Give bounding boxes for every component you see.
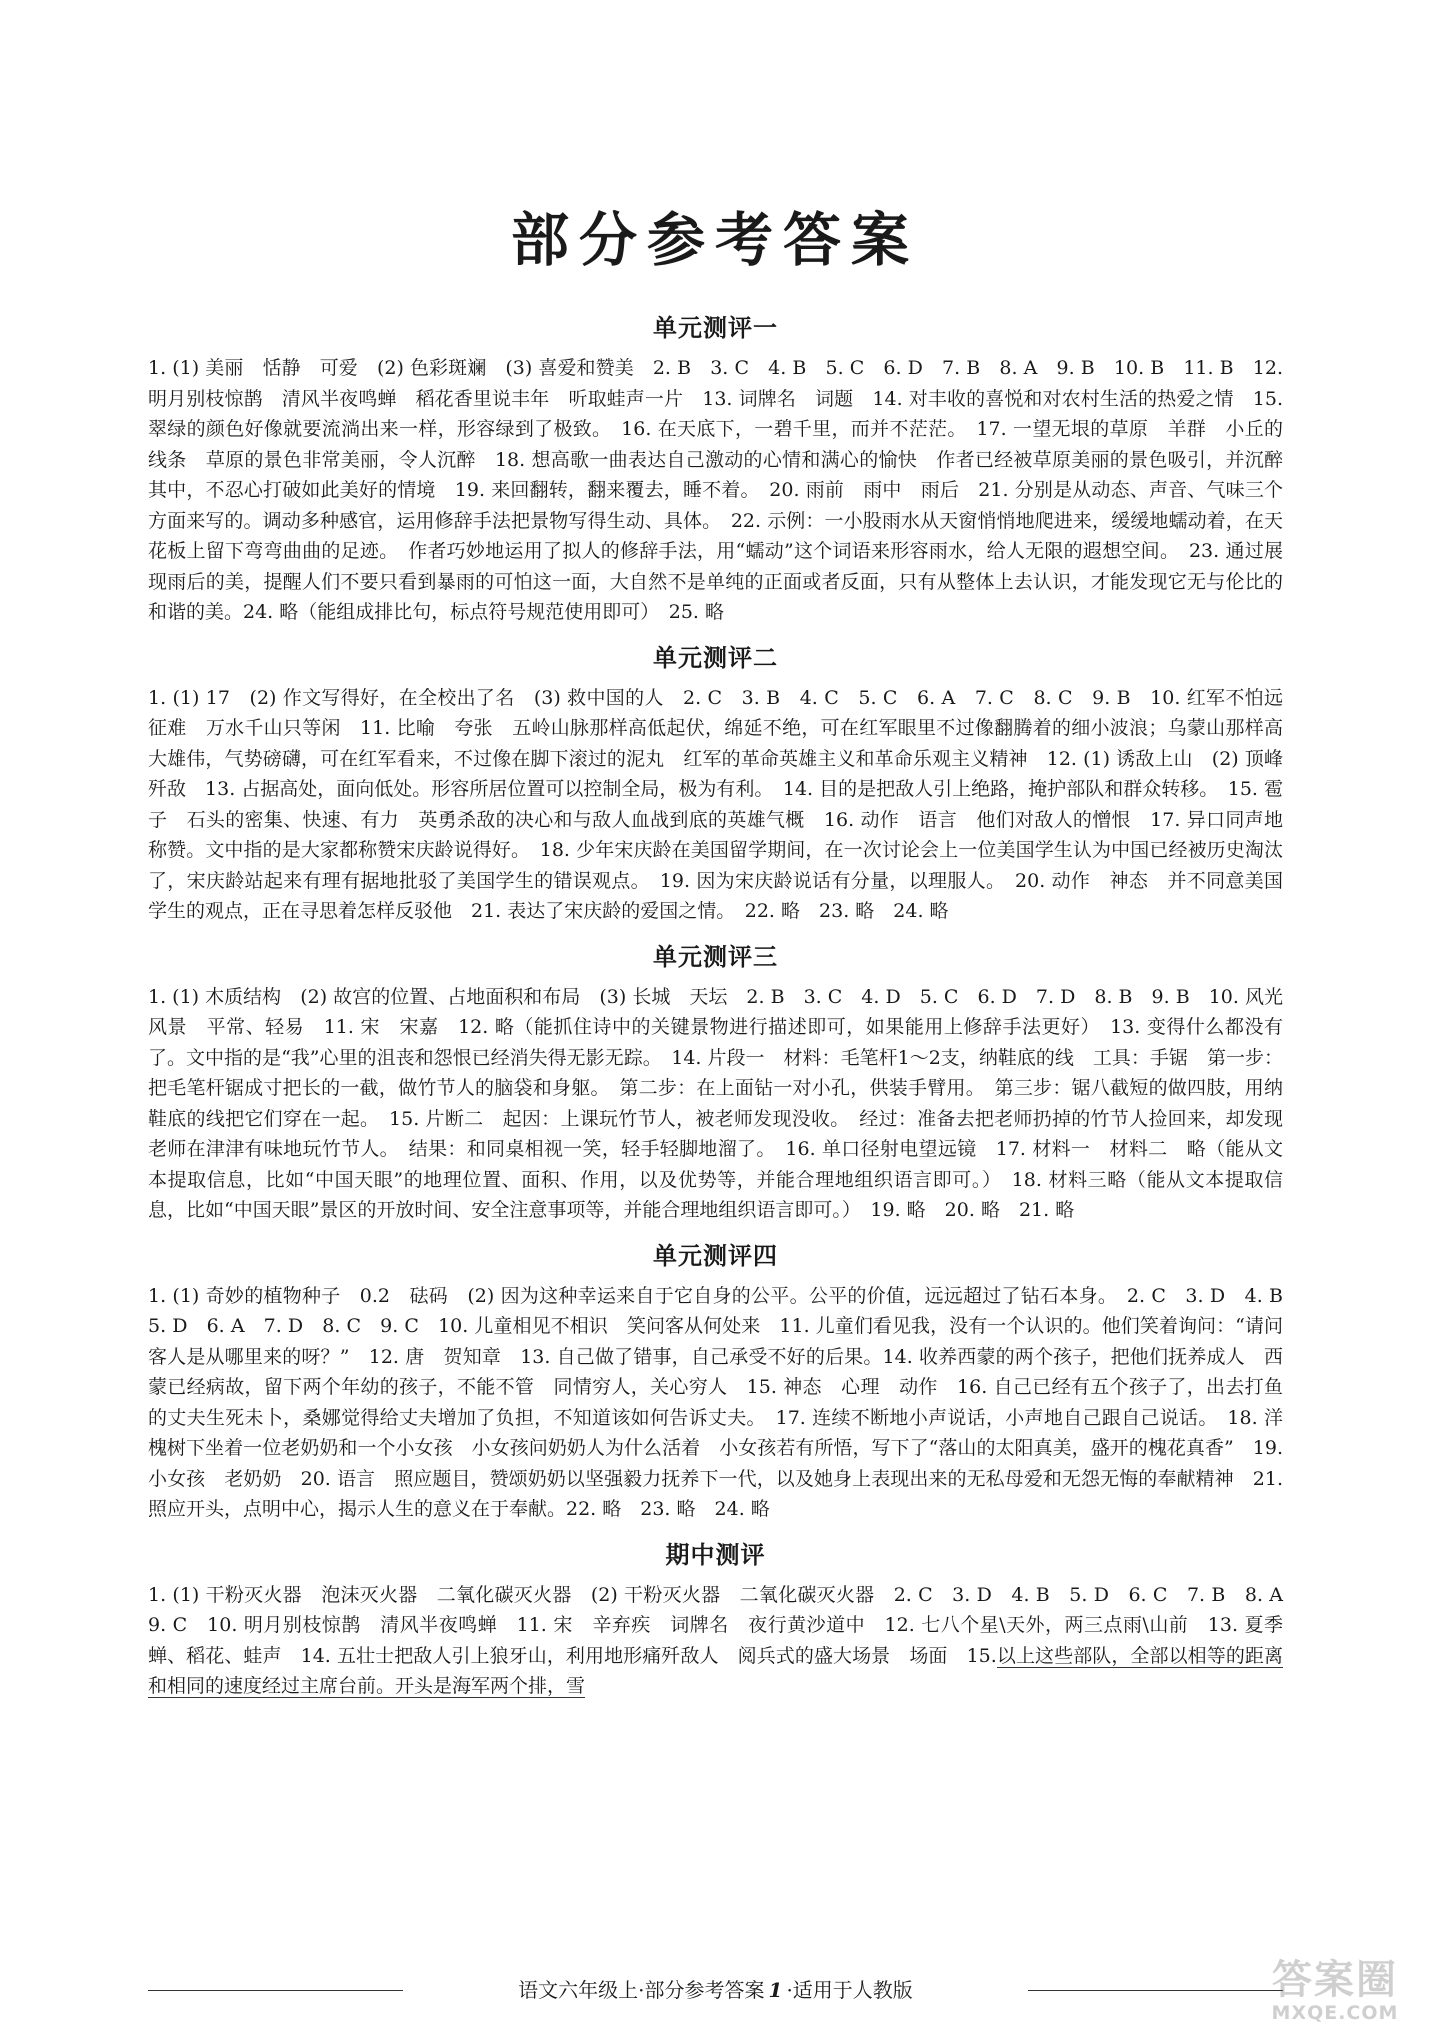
underlined-answer: 以上这些部队，全部以相等的距离和相同的速度经过主席台前。开头是海军两个排，雪: [148, 1644, 1283, 1697]
section-answers-midterm: [148, 1580, 1303, 1702]
section-heading-3: 单元测评三: [653, 942, 778, 971]
footer-rule-right: [1028, 1990, 1283, 1991]
footer-right-text: ·适用于人教版: [786, 1978, 913, 2002]
watermark-url: MXQE.COM: [1271, 2002, 1399, 2024]
watermark-logo: [1260, 1958, 1410, 2028]
page-footer: [148, 1975, 1283, 2005]
section-heading-midterm: 期中测评: [665, 1540, 766, 1569]
section-answers-4: 1. (1) 奇妙的植物种子 0.2 砝码 (2) 因为这种幸运来自于它自身的公平。公平的价值，远远超过了钻石本身。 2. C 3. D 4. B 5. D 6. A 7. D 8. C 9. C 10. 儿童相见不相识 笑问客从何处来 11. 儿童们看见我，没有一个认识的。他们笑着询问：“请问客人是从哪里来的呀？” 12. 唐 贺知章 13. 自己做了错事，自己承受不好的后果。14. 收养西蒙的两个孩子，把他们抚养成人 西蒙已经病故，留下两个年幼的孩子，不能不管 同情穷人，关心穷人 15. 神态 心理 动作 16. 自己已经有五个孩子了，出去打鱼的丈夫生死未卜，桑娜觉得给丈夫增加了负担，不知道该如何告诉丈夫。 17. 连续不断地小声说话，小声地自己跟自己说话。 18. 洋槐树下坐着一位老奶奶和一个小女孩 小女孩问奶奶人为什么活着 小女孩若有所悟，写下了“落山的太阳真美，盛开的槐花真香” 19. 小女孩 老奶奶 20. 语言 照应题目，赞颂奶奶以坚强毅力抚养下一代，以及她身上表现出来的无私母爱和无怨无悔的奉献精神 21. 照应开头，点明中心，揭示人生的意义在于奉献。22. 略 23. 略 24. 略: [148, 1284, 1303, 1520]
section-answers-2: 1. (1) 17 (2) 作文写得好，在全校出了名 (3) 救中国的人 2. C 3. B 4. C 5. C 6. A 7. C 8. C 9. B 10. 红军不怕远征难 万水千山只等闲 11. 比喻 夸张 五岭山脉那样高低起伏，绵延不绝，可在红军眼里不过像翻腾着的细小波浪；乌蒙山那样高大雄伟，气势磅礴，可在红军看来，不过像在脚下滚过的泥丸 红军的革命英雄主义和革命乐观主义精神 12. (1) 诱敌上山 (2) 顶峰歼敌 13. 占据高处，面向低处。形容所居位置可以控制全局，极为有利。 14. 目的是把敌人引上绝路，掩护部队和群众转移。 15. 雹子 石头的密集、快速、有力 英勇杀敌的决心和与敌人血战到底的英雄气概 16. 动作 语言 他们对敌人的憎恨 17. 异口同声地称赞。文中指的是大家都称赞宋庆龄说得好。 18. 少年宋庆龄在美国留学期间，在一次讨论会上一位美国学生认为中国已经被历史淘汰了，宋庆龄站起来有理有据地批驳了美国学生的错误观点。 19. 因为宋庆龄说话有分量，以理服人。 20. 动作 神态 并不同意美国学生的观点，正在寻思着怎样反驳他 21. 表达了宋庆龄的爱国之情。 22. 略 23. 略 24. 略: [148, 686, 1283, 922]
page-number: 1: [768, 1978, 783, 2002]
watermark-logo-text: 答案圈: [1272, 1957, 1398, 2003]
page-title: 部分参考答案: [510, 206, 919, 274]
footer-left-text: 语文六年级上·部分参考答案: [518, 1978, 765, 2002]
midterm-answer-text: 1. (1) 干粉灭火器 泡沫灭火器 二氧化碳灭火器 (2) 干粉灭火器 二氧化碳灭火器 2. C 3. D 4. B 5. D 6. C 7. B 8. A 9. C 10. 明月别枝惊鹊 清风半夜鸣蝉 11. 宋 辛弃疾 词牌名 夜行黄沙道中 12. 七八个星\天外，两三点雨\山前 13. 夏季 蝉、稻花、蛙声 14. 五壮士把敌人引上狼牙山，利用地形痛歼敌人 阅兵式的盛大场景 场面 15.: [148, 1583, 1303, 1667]
section-heading-2: 单元测评二: [653, 643, 778, 672]
section-heading-4: 单元测评四: [653, 1241, 778, 1270]
section-answers-3: 1. (1) 木质结构 (2) 故宫的位置、占地面积和布局 (3) 长城 天坛 2. B 3. C 4. D 5. C 6. D 7. D 8. B 9. B 10. 风光风景 平常、轻易 11. 宋 宋嘉 12. 略（能抓住诗中的关键景物进行描述即可，如果能用上修辞手法更好） 13. 变得什么都没有了。文中指的是“我”心里的沮丧和怨恨已经消失得无影无踪。 14. 片段一 材料：毛笔杆1～2支，纳鞋底的线 工具：手锯 第一步：把毛笔杆锯成寸把长的一截，做竹节人的脑袋和身躯。 第二步：在上面钻一对小孔，供装手臂用。 第三步：锯八截短的做四肢，用纳鞋底的线把它们穿在一起。 15. 片断二 起因：上课玩竹节人，被老师发现没收。 经过：准备去把老师扔掉的竹节人捡回来，却发现老师在津津有味地玩竹节人。 结果：和同桌相视一笑，轻手轻脚地溜了。 16. 单口径射电望远镜 17. 材料一 材料二 略（能从文本提取信息，比如“中国天眼”的地理位置、面积、作用，以及优势等，并能合理地组织语言即可。） 18. 材料三略（能从文本提取信息，比如“中国天眼”景区的开放时间、安全注意事项等，并能合理地组织语言即可。） 19. 略 20. 略 21. 略: [148, 985, 1283, 1221]
answer-content: [148, 300, 1303, 1712]
section-heading-1: 单元测评一: [653, 314, 778, 342]
section-answers-1: 1. (1) 美丽 恬静 可爱 (2) 色彩斑斓 (3) 喜爱和赞美 2. B 3. C 4. B 5. C 6. D 7. B 8. A 9. B 10. B 11. B 12. 明月别枝惊鹊 清风半夜鸣蝉 稻花香里说丰年 听取蛙声一片 13. 词牌名 词题 14. 对丰收的喜悦和对农村生活的热爱之情 15. 翠绿的颜色好像就要流淌出来一样，形容绿到了极致。 16. 在天底下，一碧千里，而并不茫茫。 17. 一望无垠的草原 羊群 小丘的线条 草原的景色非常美丽，令人沉醉 18. 想高歌一曲表达自己激动的心情和满心的愉快 作者已经被草原美丽的景色吸引，并沉醉其中，不忍心打破如此美好的情境 19. 来回翻转，翻来覆去，睡不着。 20. 雨前 雨中 雨后 21. 分别是从动态、声音、气味三个方面来写的。调动多种感官，运用修辞手法把景物写得生动、具体。 22. 示例：一小股雨水从天窗悄悄地爬进来，缓缓地蠕动着，在天花板上留下弯弯曲曲的足迹。 作者巧妙地运用了拟人的修辞手法，用“蠕动”这个词语来形容雨水，给人无限的遐想空间。 23. 通过展现雨后的美，提醒人们不要只看到暴雨的可怕这一面，大自然不是单纯的正面或者反面，只有从整体上去认识，才能发现它无与伦比的和谐的美。24. 略（能组成排比句，标点符号规范使用即可） 25. 略: [148, 357, 1283, 623]
